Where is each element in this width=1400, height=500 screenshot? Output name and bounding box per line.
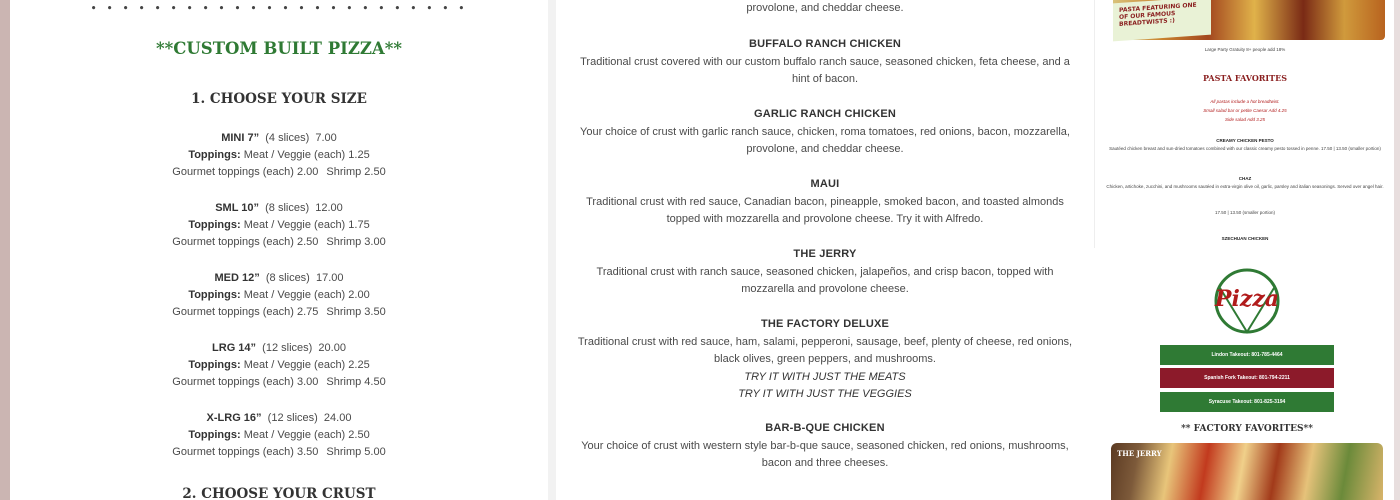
pasta-item-desc: Chicken, artichoke, zucchini, and mushrooms sautéed in extra-virgin olive oil, garlic, parsley and italian seasonings. Served over angel hair. xyxy=(1106,184,1384,189)
right-edge-background xyxy=(1394,0,1400,500)
shrimp-price: Shrimp 3.50 xyxy=(326,306,386,318)
pizza-description: Your choice of crust with western style bar-b-que sauce, seasoned chicken, red onions, mushrooms, bacon and three cheeses. xyxy=(581,439,1069,469)
try-meats-note: TRY IT WITH JUST THE MEATS xyxy=(744,370,906,383)
pasta-item-price: 17.50 | 13.50 (smaller portion) xyxy=(1215,210,1275,215)
pasta-photo-tag: PASTA FEATURING ONE OF OUR FAMOUS BREADTWISTS :) xyxy=(1113,0,1211,41)
toppings-label: Toppings: xyxy=(188,219,241,231)
pizza-logo-icon xyxy=(1202,266,1292,336)
size-option-small xyxy=(10,200,548,251)
previous-pizza-fragment xyxy=(576,0,1074,18)
pasta-item-name: CHAZ xyxy=(1238,176,1252,181)
pizza-the-jerry xyxy=(576,246,1074,299)
custom-built-pizza-title: **CUSTOM BUILT PIZZA** xyxy=(156,39,402,58)
size-option-xlarge xyxy=(10,410,548,461)
pasta-note-3: Side salad Add 3.25 xyxy=(1224,117,1266,122)
pizza-description: Traditional crust with red sauce, Canadian bacon, pineapple, smoked bacon, and toasted almonds topped with mozzarella and provolone cheese. Try it with Alfredo. xyxy=(586,195,1064,225)
size-price: 24.00 xyxy=(323,412,352,424)
column-gutter xyxy=(548,0,556,500)
gourmet-price: Gourmet toppings (each) 3.50 xyxy=(172,446,319,458)
pizza-description: provolone, and cheddar cheese. xyxy=(746,2,904,14)
size-name: LRG 14” xyxy=(212,342,257,354)
gourmet-price: Gourmet toppings (each) 2.75 xyxy=(172,306,319,318)
shrimp-price: Shrimp 3.00 xyxy=(326,236,386,248)
size-name: SML 10” xyxy=(215,202,259,214)
toppings-price: Meat / Veggie (each) 2.50 xyxy=(243,429,370,441)
size-name: MED 12” xyxy=(214,272,260,284)
pasta-favorites-heading: PASTA FAVORITES xyxy=(1202,73,1287,83)
toppings-price: Meat / Veggie (each) 2.00 xyxy=(243,289,370,301)
pizza-name: THE FACTORY DELUXE xyxy=(760,318,890,330)
pizza-garlic-ranch-chicken xyxy=(576,106,1074,159)
size-name: MINI 7” xyxy=(221,132,260,144)
pasta-note-1: All pastas include a hot breadtwist. xyxy=(1210,99,1280,104)
toppings-label: Toppings: xyxy=(188,289,241,301)
specialty-pizza-column xyxy=(556,0,1094,500)
the-jerry-photo xyxy=(1111,443,1383,500)
pizza-description: Your choice of crust with garlic ranch sauce, chicken, roma tomatoes, red onions, bacon, mozzarella, provolone, and cheddar cheese. xyxy=(580,125,1070,155)
toppings-label: Toppings: xyxy=(188,359,241,371)
pizza-buffalo-ranch-chicken xyxy=(576,36,1074,89)
gourmet-price: Gourmet toppings (each) 2.00 xyxy=(172,166,319,178)
shrimp-price: Shrimp 2.50 xyxy=(326,166,386,178)
toppings-price: Meat / Veggie (each) 2.25 xyxy=(243,359,370,371)
shrimp-price: Shrimp 5.00 xyxy=(326,446,386,458)
choose-crust-heading: 2. CHOOSE YOUR CRUST xyxy=(182,486,376,500)
size-price: 20.00 xyxy=(318,342,346,354)
size-price: 7.00 xyxy=(315,132,337,144)
menu-preview-column xyxy=(1094,0,1400,500)
toppings-price: Meat / Veggie (each) 1.75 xyxy=(243,219,370,231)
pasta-item-name: SZECHUAN CHICKEN xyxy=(1221,236,1269,241)
pasta-item-name: CREAMY CHICKEN PESTO xyxy=(1216,138,1274,143)
pizza-name: BUFFALO RANCH CHICKEN xyxy=(748,38,902,50)
size-slices: (8 slices) xyxy=(265,272,310,284)
pasta-item-desc: Sautéed chicken breast and sun-dried tomatoes combined with our classic creamy pesto tossed in penne. 17.50 | 13.50 (smaller portion) xyxy=(1109,146,1381,151)
party-gratuity-note: Large Party Gratuity 8+ people add 18% xyxy=(1204,47,1286,52)
custom-pizza-column xyxy=(10,0,548,500)
spanish-fork-takeout-bar: Spanish Fork Takeout: 801-794-2211 xyxy=(1160,368,1334,388)
the-jerry-photo-label: THE JERRY xyxy=(1117,449,1162,458)
pizza-name: BAR-B-QUE CHICKEN xyxy=(765,422,885,434)
dotted-divider: • • • • • • • • • • • • • • • • • • • • • • • • xyxy=(90,2,468,15)
size-option-medium xyxy=(10,270,548,321)
pizza-factory-deluxe xyxy=(576,316,1074,404)
choose-size-heading: 1. CHOOSE YOUR SIZE xyxy=(191,91,367,107)
size-option-mini xyxy=(10,130,548,181)
logo-text: Pizza xyxy=(1214,286,1280,312)
size-slices: (8 slices) xyxy=(265,202,310,214)
gourmet-price: Gourmet toppings (each) 3.00 xyxy=(172,376,319,388)
pizza-name: MAUI xyxy=(810,178,840,190)
toppings-price: Meat / Veggie (each) 1.25 xyxy=(243,149,370,161)
toppings-label: Toppings: xyxy=(188,429,241,441)
shrimp-price: Shrimp 4.50 xyxy=(326,376,386,388)
pasta-note-2: Small salad bar or petite Caesar Add 4.25 xyxy=(1203,108,1287,113)
toppings-label: Toppings: xyxy=(188,149,241,161)
syracuse-takeout-bar: Syracuse Takeout: 801-825-3194 xyxy=(1160,392,1334,412)
size-price: 17.00 xyxy=(315,272,344,284)
pizza-description: Traditional crust covered with our custom buffalo ranch sauce, seasoned chicken, feta cheese, and a hint of bacon. xyxy=(580,55,1070,85)
pizza-description: Traditional crust with red sauce, ham, salami, pepperoni, sausage, beef, plenty of cheese, red onions, black olives, green peppers, and mushrooms. xyxy=(577,335,1073,365)
pizza-name: THE JERRY xyxy=(793,248,857,260)
size-price: 12.00 xyxy=(315,202,343,214)
size-slices: (4 slices) xyxy=(265,132,310,144)
lindon-takeout-bar: Lindon Takeout: 801-785-4464 xyxy=(1160,345,1334,365)
pasta-menu-image xyxy=(1094,0,1394,248)
factory-favorites-title: ** FACTORY FAVORITES** xyxy=(1181,424,1313,434)
try-veggies-note: TRY IT WITH JUST THE VEGGIES xyxy=(738,388,912,400)
size-slices: (12 slices) xyxy=(262,342,313,354)
pizza-bbq-chicken xyxy=(576,420,1074,473)
gourmet-price: Gourmet toppings (each) 2.50 xyxy=(172,236,319,248)
pizza-name: GARLIC RANCH CHICKEN xyxy=(753,108,897,120)
left-edge-background xyxy=(0,0,10,500)
size-slices: (12 slices) xyxy=(267,412,318,424)
pizza-description: Traditional crust with ranch sauce, seasoned chicken, jalapeños, and crisp bacon, topped with mozzarella and provolone cheese. xyxy=(596,265,1054,295)
size-option-large xyxy=(10,340,548,391)
size-name: X-LRG 16” xyxy=(206,412,262,424)
pizza-maui xyxy=(576,176,1074,229)
